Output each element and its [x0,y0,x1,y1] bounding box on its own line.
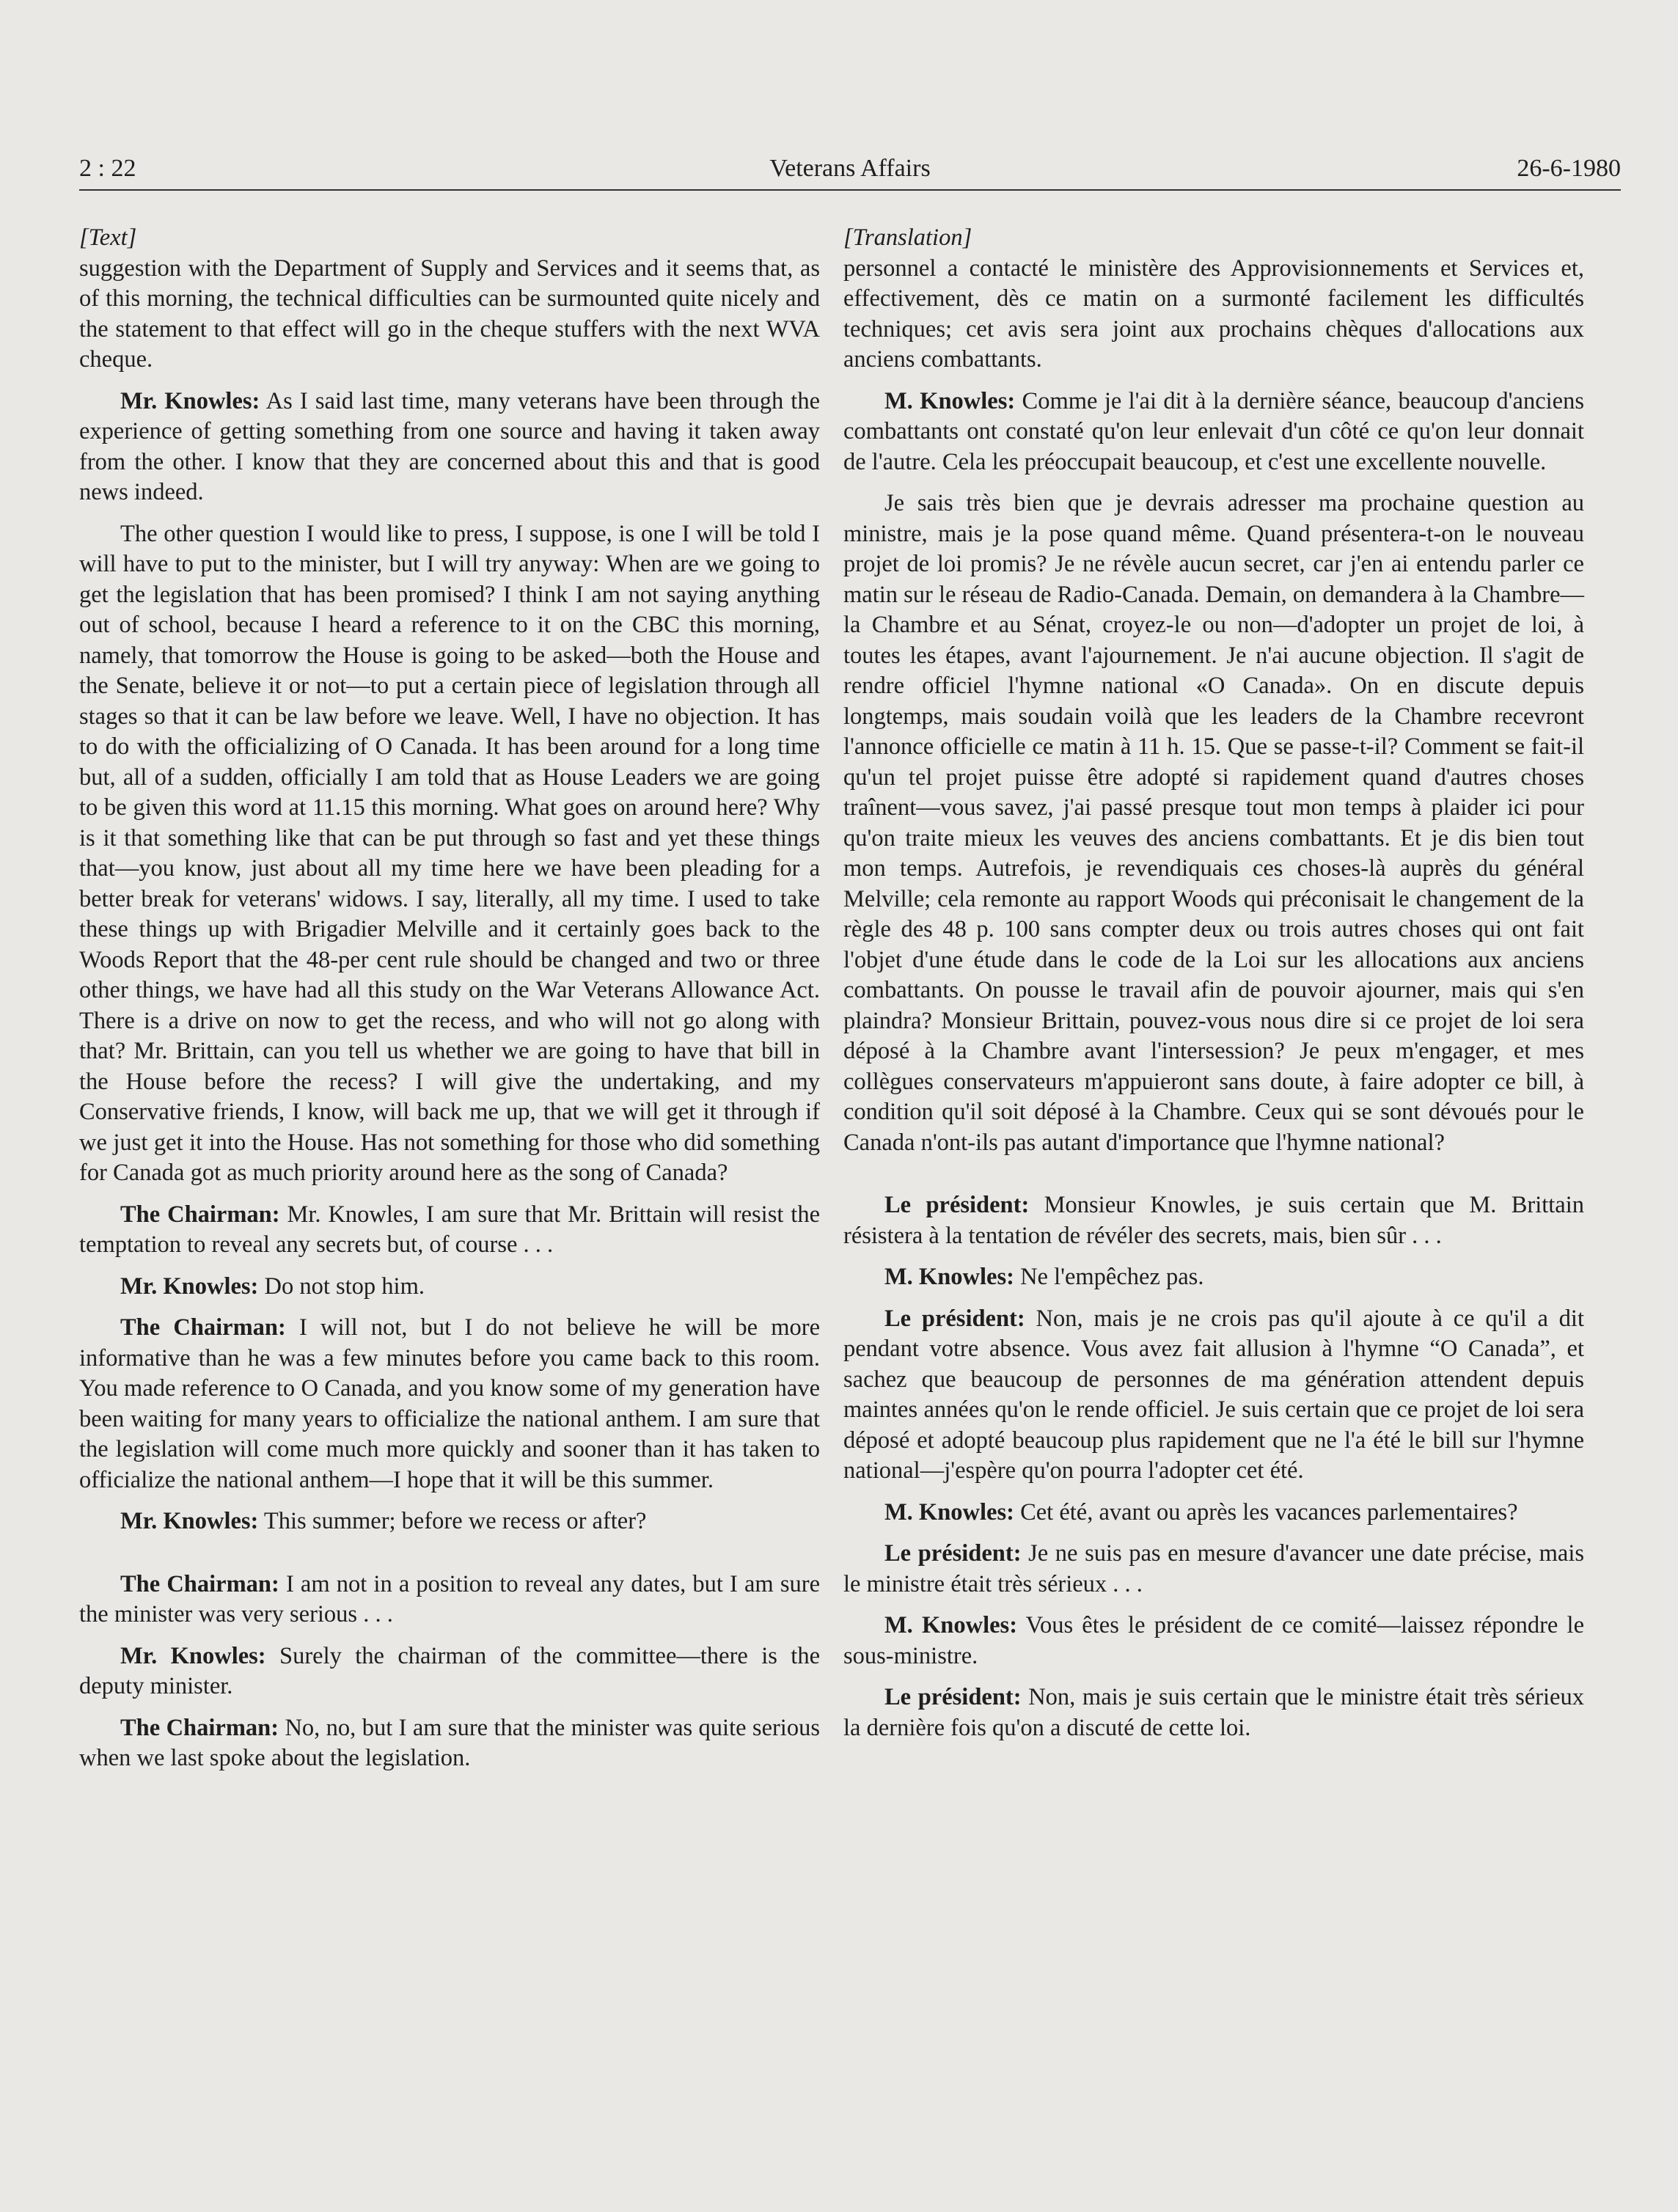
paragraph [843,1304,1584,1487]
speaker-label: Mr. Knowles: [120,1642,266,1669]
paragraph [79,1641,820,1702]
paragraph [843,1682,1584,1743]
speaker-label: Le président: [884,1684,1022,1710]
column-tag [79,223,820,254]
speech-text: This summer; before we recess or after? [258,1508,647,1534]
speaker-label: The Chairman: [120,1714,279,1741]
tag-open: [ [79,224,89,251]
speech-text: Ne l'empêchez pas. [1014,1264,1204,1290]
speech-text: Je ne suis pas en mesure d'avancer une date précise, mais le ministre était très sérieux . . . [843,1540,1584,1597]
speaker-label: The Chairman: [120,1570,279,1597]
speech-text: Comme je l'ai dit à la dernière séance, beaucoup d'anciens combattants ont constaté qu'on leur enlevait d'un côté ce qu'on leur donnait de l'autre. Cela les préoccupait beaucoup, et c'est une excellente nouvelle. [843,387,1584,475]
speech-text: Mr. Knowles, I am sure that Mr. Brittain will resist the temptation to reveal any secrets but, of course . . . [79,1201,821,1258]
speaker-label: The Chairman: [120,1314,286,1341]
speaker-label: M. Knowles: [884,387,1016,414]
paragraph [79,1570,820,1630]
page-number: 2 : 22 [79,155,136,182]
paragraph [79,387,820,508]
paragraph [843,1611,1584,1671]
paragraph [843,1498,1584,1528]
speaker-label: M. Knowles: [884,1264,1014,1290]
paragraph: suggestion with the Department of Supply and Services and it seems that, as of this morning, the technical difficulties can be surmounted quite nicely and the statement to that effect will go in the cheque stuffers with the next WVA cheque. [79,254,820,373]
speech-text: Non, mais je suis certain que le ministre était très sérieux la dernière fois qu'on a discuté de cette loi. [843,1684,1584,1741]
french-column [843,223,1584,1754]
speaker-label: Le président: [884,1192,1030,1218]
speaker-label: Mr. Knowles: [120,1508,259,1534]
tag-close: ] [127,224,137,251]
speech-text: Do not stop him. [258,1272,425,1300]
speech-text: As I said last time, many veterans have been through the experience of getting something from one source and having it taken away from the other. I know that they are concerned about this and that is good news indeed. [79,387,820,505]
paragraph [79,1313,820,1495]
paragraph [843,387,1584,478]
speech-text: Non, mais je ne crois pas qu'il ajoute à ce qu'il a dit pendant votre absence. Vous avez fait allusion à l'hymne “O Canada”, et sachez que beaucoup de personnes de ma génération attendent depuis maintes années qu'on le rende officiel. Je suis certain que ce projet de loi sera déposé et adopté beaucoup plus rapidement que ne l'a été le bill sur l'hymne national—j'espère qu'on pourra l'adopter cet été. [843,1305,1584,1484]
speech-text: I will not, but I do not believe he will be more informative than he was a few minutes before you came back to this room. You made reference to O Canada, and you know some of my generation have been waiting for many years to officialize the national anthem. I am sure that the legislation will come much more quickly and sooner than it has taken to officialize the national anthem—I hope that it will be this summer. [79,1314,820,1493]
header-date: 26-6-1980 [1517,155,1621,182]
paragraph [79,1200,820,1261]
speech-text: Monsieur Knowles, je suis certain que M. Brittain résistera à la tentation de révéler des secrets, mais, bien sûr . . . [843,1192,1584,1249]
paragraph [79,1506,820,1537]
header-title: Veterans Affairs [769,155,931,182]
paragraph [79,1272,820,1303]
paragraph [843,1190,1584,1251]
paragraph [79,1713,820,1774]
tag-open: [ [843,224,853,251]
paragraph: personnel a contacté le ministère des Approvisionnements et Services et, effectivement, dès ce matin on a surmonté facilement les difficultés techniques; cet avis sera joint aux prochains chèques d'allocations aux anciens combattants. [843,254,1584,373]
paragraph: The other question I would like to press, I suppose, is one I will be told I will have to put to the minister, but I will try anyway: When are we going to get the legislation that has been promised? I think I am not saying anything out of school, because I heard a reference to it on the CBC this morning, namely, that tomorrow the House is going to be asked—both the House and the Senate, believe it or not—to put a certain piece of legislation through all stages so that it can be law before we leave. Well, I have no objection. It has to do with the officializing of O Canada. It has been around for a long time but, all of a sudden, officially I am told that as House Leaders we are going to be given this word at 11.15 this morning. What goes on around here? Why is it that something like that can be put through so fast and yet these things that—you know, just about all my time here we have been pleading for a better break for veterans' widows. I say, literally, all my time. I used to take these things up with Brigadier Melville and it certainly goes back to the Woods Report that the 48-per cent rule should be changed and two or three other things, we have had all this study on the War Veterans Allowance Act. There is a drive on now to get the recess, and who will not go along with that? Mr. Brittain, can you tell us whether we are going to have that bill in the House before the recess? I will give the undertaking, and my Conservative friends, I know, will back me up, that we will get it through if we just get it into the House. Has not something for those who did something for Canada got as much priority around here as the song of Canada? [79,520,820,1186]
speaker-label: The Chairman: [120,1201,280,1228]
speech-text: Cet été, avant ou après les vacances parlementaires? [1014,1498,1518,1526]
tag-close: ] [962,224,972,251]
speaker-label: M. Knowles: [884,1498,1014,1526]
running-header [79,151,1621,191]
speech-text: Surely the chairman of the committee—there is the deputy minister. [79,1642,820,1699]
paragraph [843,1262,1584,1293]
speech-text: No, no, but I am sure that the minister was quite serious when we last spoke about the legislation. [79,1714,820,1771]
paragraph [843,1539,1584,1600]
speech-text: Vous êtes le président de ce comité—laissez répondre le sous-ministre. [843,1612,1584,1669]
speaker-label: Mr. Knowles: [120,387,260,414]
speaker-label: M. Knowles: [884,1612,1018,1638]
speech-text: I am not in a position to reveal any dates, but I am sure the minister was very serious . . . [79,1570,820,1627]
column-tag [843,223,1584,254]
speaker-label: Le président: [884,1540,1022,1567]
english-column [79,223,820,1785]
tag-word: Text [88,224,128,251]
speaker-label: Le président: [884,1305,1025,1332]
speaker-label: Mr. Knowles: [120,1272,259,1300]
paragraph: Je sais très bien que je devrais adresser ma prochaine question au ministre, mais je la pose quand même. Quand présentera-t-on le nouveau projet de loi promis? Je ne révèle aucun secret, car j'en ai entendu parler ce matin sur le réseau de Radio-Canada. Demain, on demandera à la Chambre—la Chambre et au Sénat, croyez-le ou non—d'adopter un projet de loi, à toutes les étapes, avant l'ajournement. Je n'ai aucune objection. Il s'agit de rendre officiel l'hymne national «O Canada». On en discute depuis longtemps, mais soudain voilà que les leaders de la Chambre recevront l'annonce officielle ce matin à 11 h. 15. Que se passe-t-il? Comment se fait-il qu'un tel projet puisse être adopté si rapidement quand d'autres choses traînent—vous savez, j'ai passé presque tout mon temps à plaider ici pour qu'on traite mieux les veuves des anciens combattants. Et je dis bien tout mon temps. Autrefois, je revendiquais ces choses-là auprès du général Melville; cela remonte au rapport Woods qui préconisait le changement de la règle des 48 p. 100 sans compter deux ou trois autres choses qui ont fait l'objet d'une étude dans le code de la Loi sur les allocations aux anciens combattants. On pousse le travail afin de pouvoir ajourner, mais qui s'en plaindra? Monsieur Brittain, pouvez-vous nous dire si ce projet de loi sera déposé à la Chambre avant l'intersession? Je peux m'engager, et mes collègues conservateurs m'appuieront sans doute, à faire adopter ce bill, à condition qu'il soit déposé à la Chambre. Ceux qui se sont dévoués pour le Canada n'ont-ils pas autant d'importance que l'hymne national? [843,490,1584,1156]
tag-word: Translation [852,224,963,251]
